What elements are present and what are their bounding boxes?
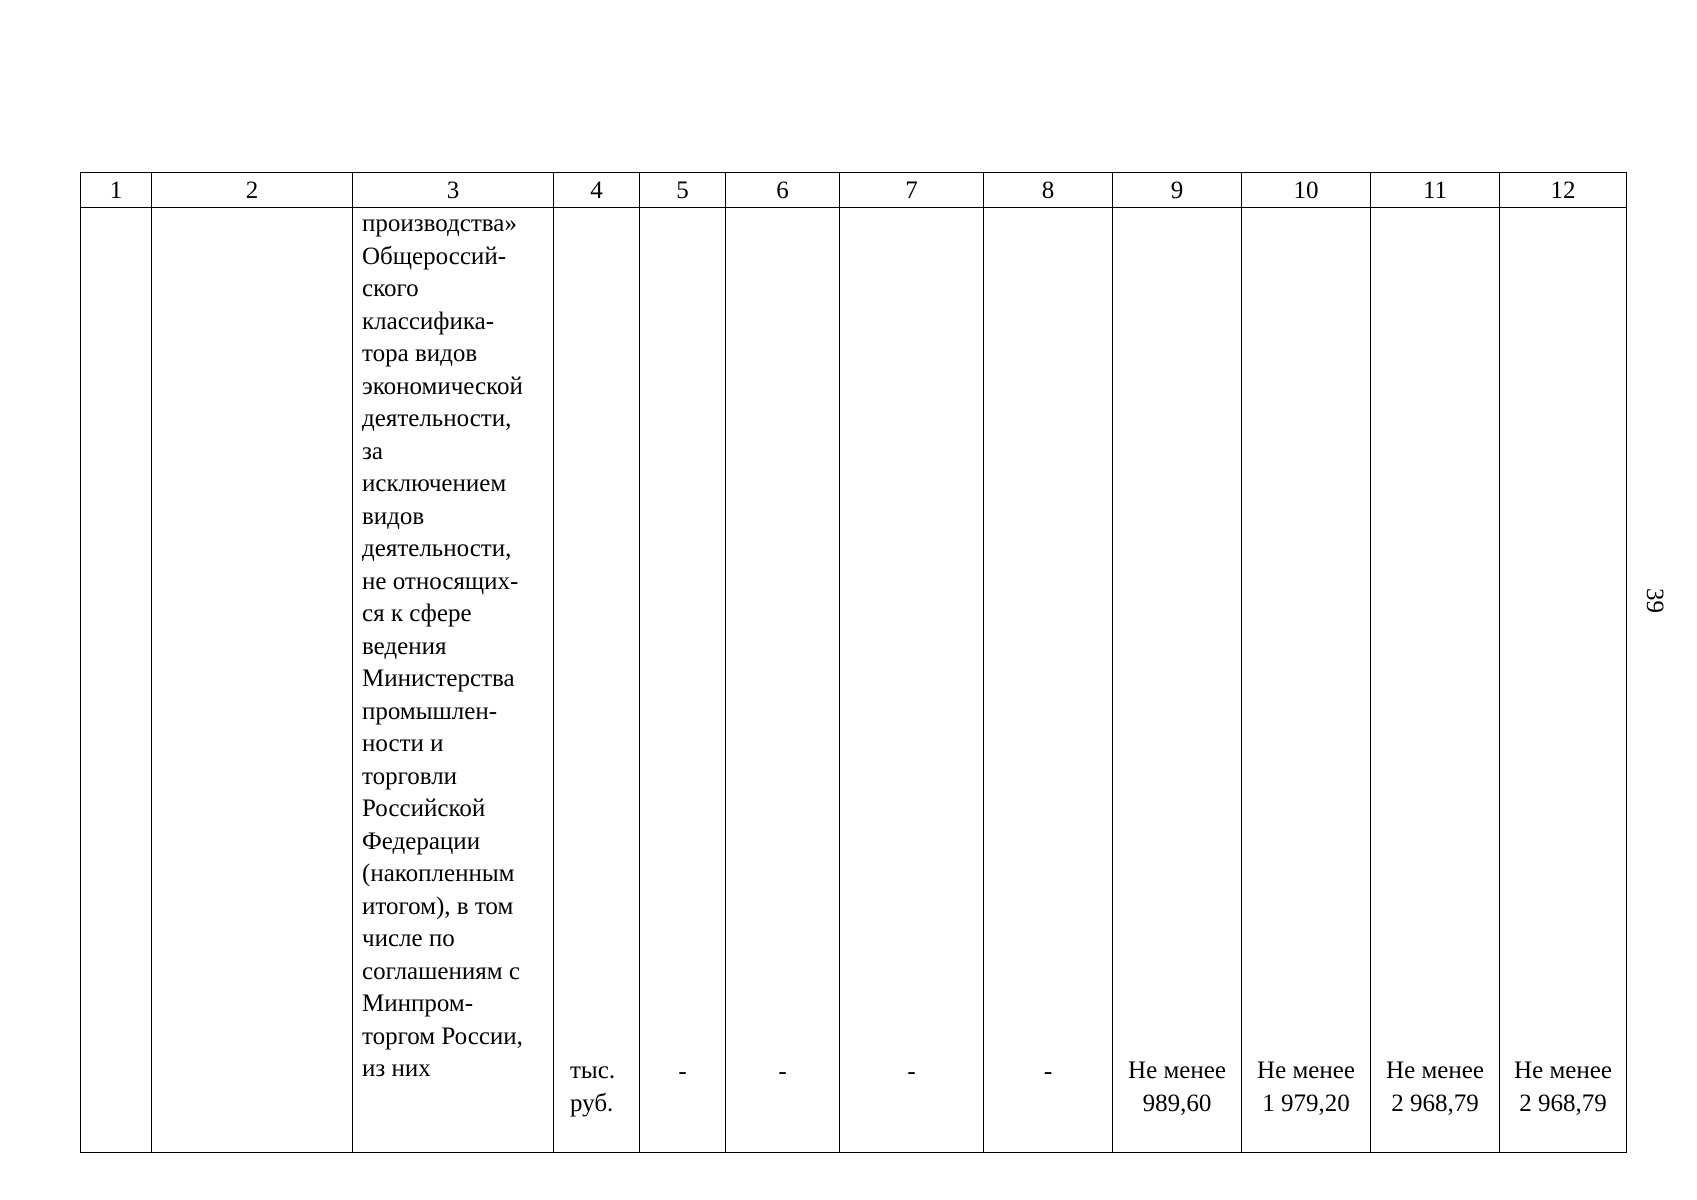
indicator-description-text: производства» Общероссий- ского классифика- тора видов экономической деятельности, за исключением видов деятельности, не относящих- ся к сфере ведения Министерства промышлен- ности и торговли Российской Федерации (накопленным итогом), в том числе по соглашениям с Минпром- торгом России, из них [362, 210, 523, 1082]
column-header-12: 12 [1500, 173, 1627, 208]
column-header-1: 1 [81, 173, 152, 208]
unit-line-1: тыс. [570, 1057, 616, 1084]
column-header-6: 6 [726, 173, 840, 208]
col9-line-2: 989,60 [1142, 1089, 1212, 1117]
column-number-row [81, 173, 1627, 208]
cell-col9 [1113, 208, 1242, 1153]
column-header-8: 8 [984, 173, 1113, 208]
column-header-11: 11 [1371, 173, 1500, 208]
col12-line-1: Не менее [1514, 1057, 1612, 1084]
column-header-4: 4 [554, 173, 640, 208]
column-header-3: 3 [353, 173, 554, 208]
col11-line-1: Не менее [1386, 1057, 1484, 1084]
unit-line-2: руб. [570, 1089, 614, 1117]
col11-line-2: 2 968,79 [1391, 1089, 1479, 1117]
column-header-5: 5 [640, 173, 726, 208]
col10-line-1: Не менее [1257, 1057, 1355, 1084]
table-row [81, 208, 1627, 1153]
column-header-9: 9 [1113, 173, 1242, 208]
col10-line-2: 1 979,20 [1262, 1089, 1350, 1117]
indicator-table [80, 172, 1627, 1153]
cell-col12 [1500, 208, 1627, 1153]
cell-number [81, 208, 152, 1153]
column-header-10: 10 [1242, 173, 1371, 208]
col12-line-2: 2 968,79 [1519, 1089, 1607, 1117]
cell-unit [554, 208, 640, 1153]
cell-col5: - [640, 208, 726, 1153]
cell-col8: - [984, 208, 1113, 1153]
column-header-2: 2 [152, 173, 353, 208]
page-number: 39 [1641, 588, 1668, 613]
column-header-7: 7 [840, 173, 984, 208]
cell-col7: - [840, 208, 984, 1153]
cell-indicator-group [152, 208, 353, 1153]
cell-col6: - [726, 208, 840, 1153]
col9-line-1: Не менее [1128, 1057, 1226, 1084]
cell-indicator-description [353, 208, 554, 1153]
cell-col11 [1371, 208, 1500, 1153]
cell-col10 [1242, 208, 1371, 1153]
